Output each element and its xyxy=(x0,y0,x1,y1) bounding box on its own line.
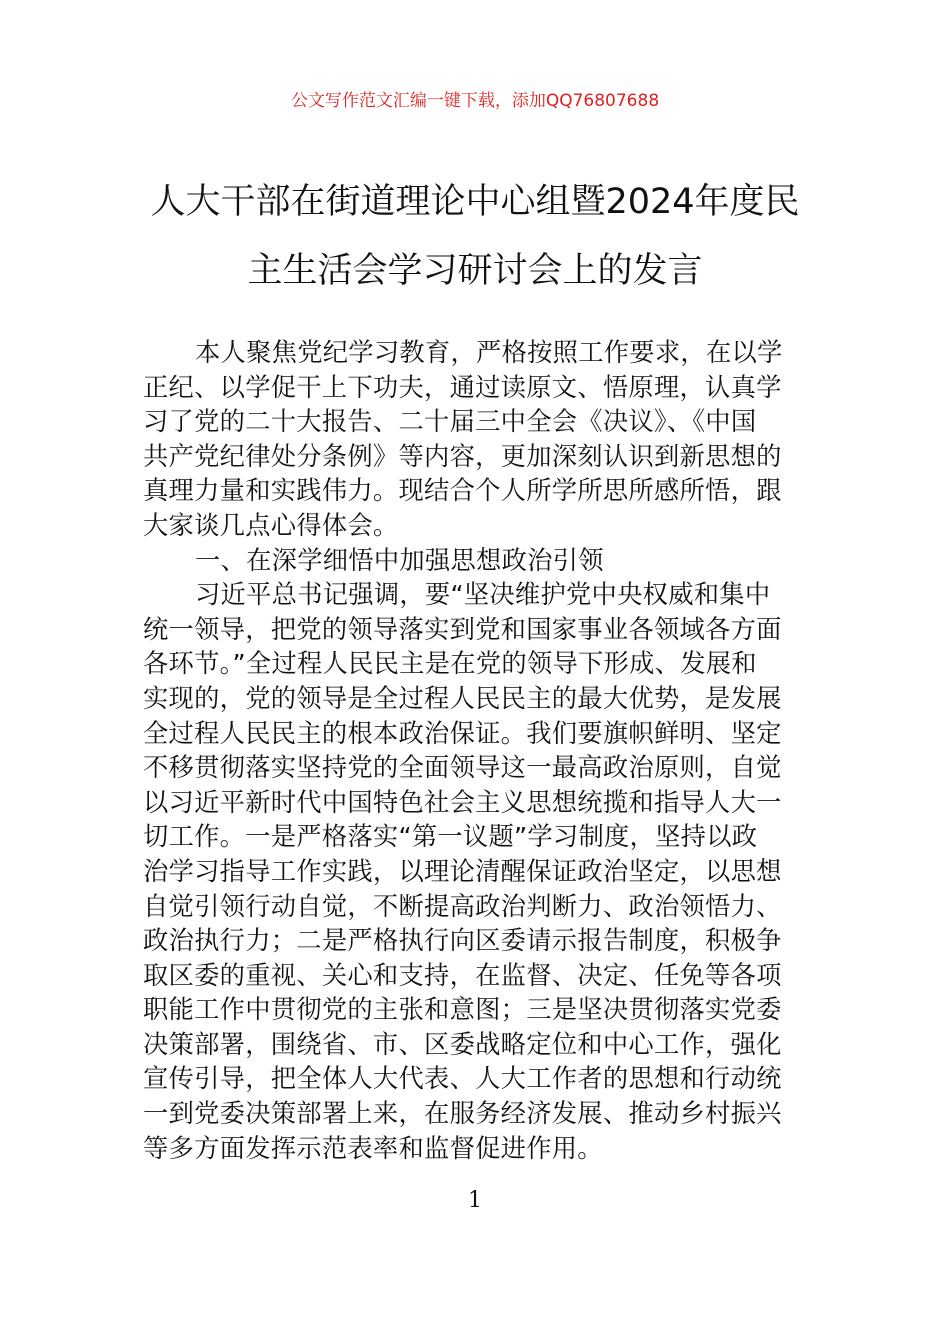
header-promo-note: 公文写作范文汇编一键下载，添加QQ76807688 xyxy=(290,91,660,111)
paragraph-section1-line: 不移贯彻落实坚持党的全面领导这一最高政治原则，自觉 xyxy=(143,753,782,783)
paragraph-section1-line: 全过程人民民主的根本政治保证。我们要旗帜鲜明、坚定 xyxy=(143,718,782,748)
paragraph-intro-line: 真理力量和实践伟力。现结合个人所学所思所感所悟，跟 xyxy=(143,476,782,506)
paragraph-section1-line: 取区委的重视、关心和支持，在监督、决定、任免等各项 xyxy=(143,960,782,990)
paragraph-section1-line: 一到党委决策部署上来，在服务经济发展、推动乡村振兴 xyxy=(143,1099,782,1129)
document-body xyxy=(143,336,813,1166)
page-number: 1 xyxy=(468,1188,482,1213)
paragraph-section1-line: 宣传引导，把全体人大代表、人大工作者的思想和行动统 xyxy=(143,1064,782,1094)
paragraph-section1-line: 决策部署，围绕省、市、区委战略定位和中心工作，强化 xyxy=(143,1029,782,1059)
paragraph-section1-line: 自觉引领行动自觉，不断提高政治判断力、政治领悟力、 xyxy=(143,891,782,921)
paragraph-section1-line: 习近平总书记强调，要“坚决维护党中央权威和集中 xyxy=(195,580,771,610)
paragraph-intro-line: 共产党纪律处分条例》等内容，更加深刻认识到新思想的 xyxy=(143,441,782,471)
paragraph-section1-line: 治学习指导工作实践，以理论清醒保证政治坚定，以思想 xyxy=(143,856,782,886)
paragraph-section1-line: 切工作。一是严格落实“第一议题”学习制度，坚持以政 xyxy=(143,822,758,852)
paragraph-section1-line: 以习近平新时代中国特色社会主义思想统揽和指导人大一 xyxy=(143,787,782,817)
section-heading-1: 一、在深学细悟中加强思想政治引领 xyxy=(195,545,604,575)
paragraph-section1-line: 职能工作中贯彻党的主张和意图；三是坚决贯彻落实党委 xyxy=(143,995,782,1025)
paragraph-intro-line: 本人聚焦党纪学习教育，严格按照工作要求，在以学 xyxy=(195,338,783,367)
paragraph-intro-line: 大家谈几点心得体会。 xyxy=(143,510,399,540)
paragraph-intro-line: 正纪、以学促干上下功夫，通过读原文、悟原理，认真学 xyxy=(143,372,782,402)
paragraph-section1-line: 等多方面发挥示范表率和监督促进作用。 xyxy=(143,1133,603,1163)
paragraph-section1-line: 统一领导，把党的领导落实到党和国家事业各领域各方面 xyxy=(143,614,782,644)
paragraph-section1-line: 政治执行力；二是严格执行向区委请示报告制度，积极争 xyxy=(143,926,782,956)
document-title-line-1: 人大干部在街道理论中心组暨2024年度民 xyxy=(150,182,800,222)
paragraph-intro-line: 习了党的二十大报告、二十届三中全会《决议》、《中国 xyxy=(143,407,757,437)
document-title-line-2: 主生活会学习研讨会上的发言 xyxy=(247,251,703,291)
paragraph-section1-line: 实现的，党的领导是全过程人民民主的最大优势，是发展 xyxy=(143,683,782,713)
paragraph-section1-line: 各环节。”全过程人民民主是在党的领导下形成、发展和 xyxy=(143,649,757,679)
